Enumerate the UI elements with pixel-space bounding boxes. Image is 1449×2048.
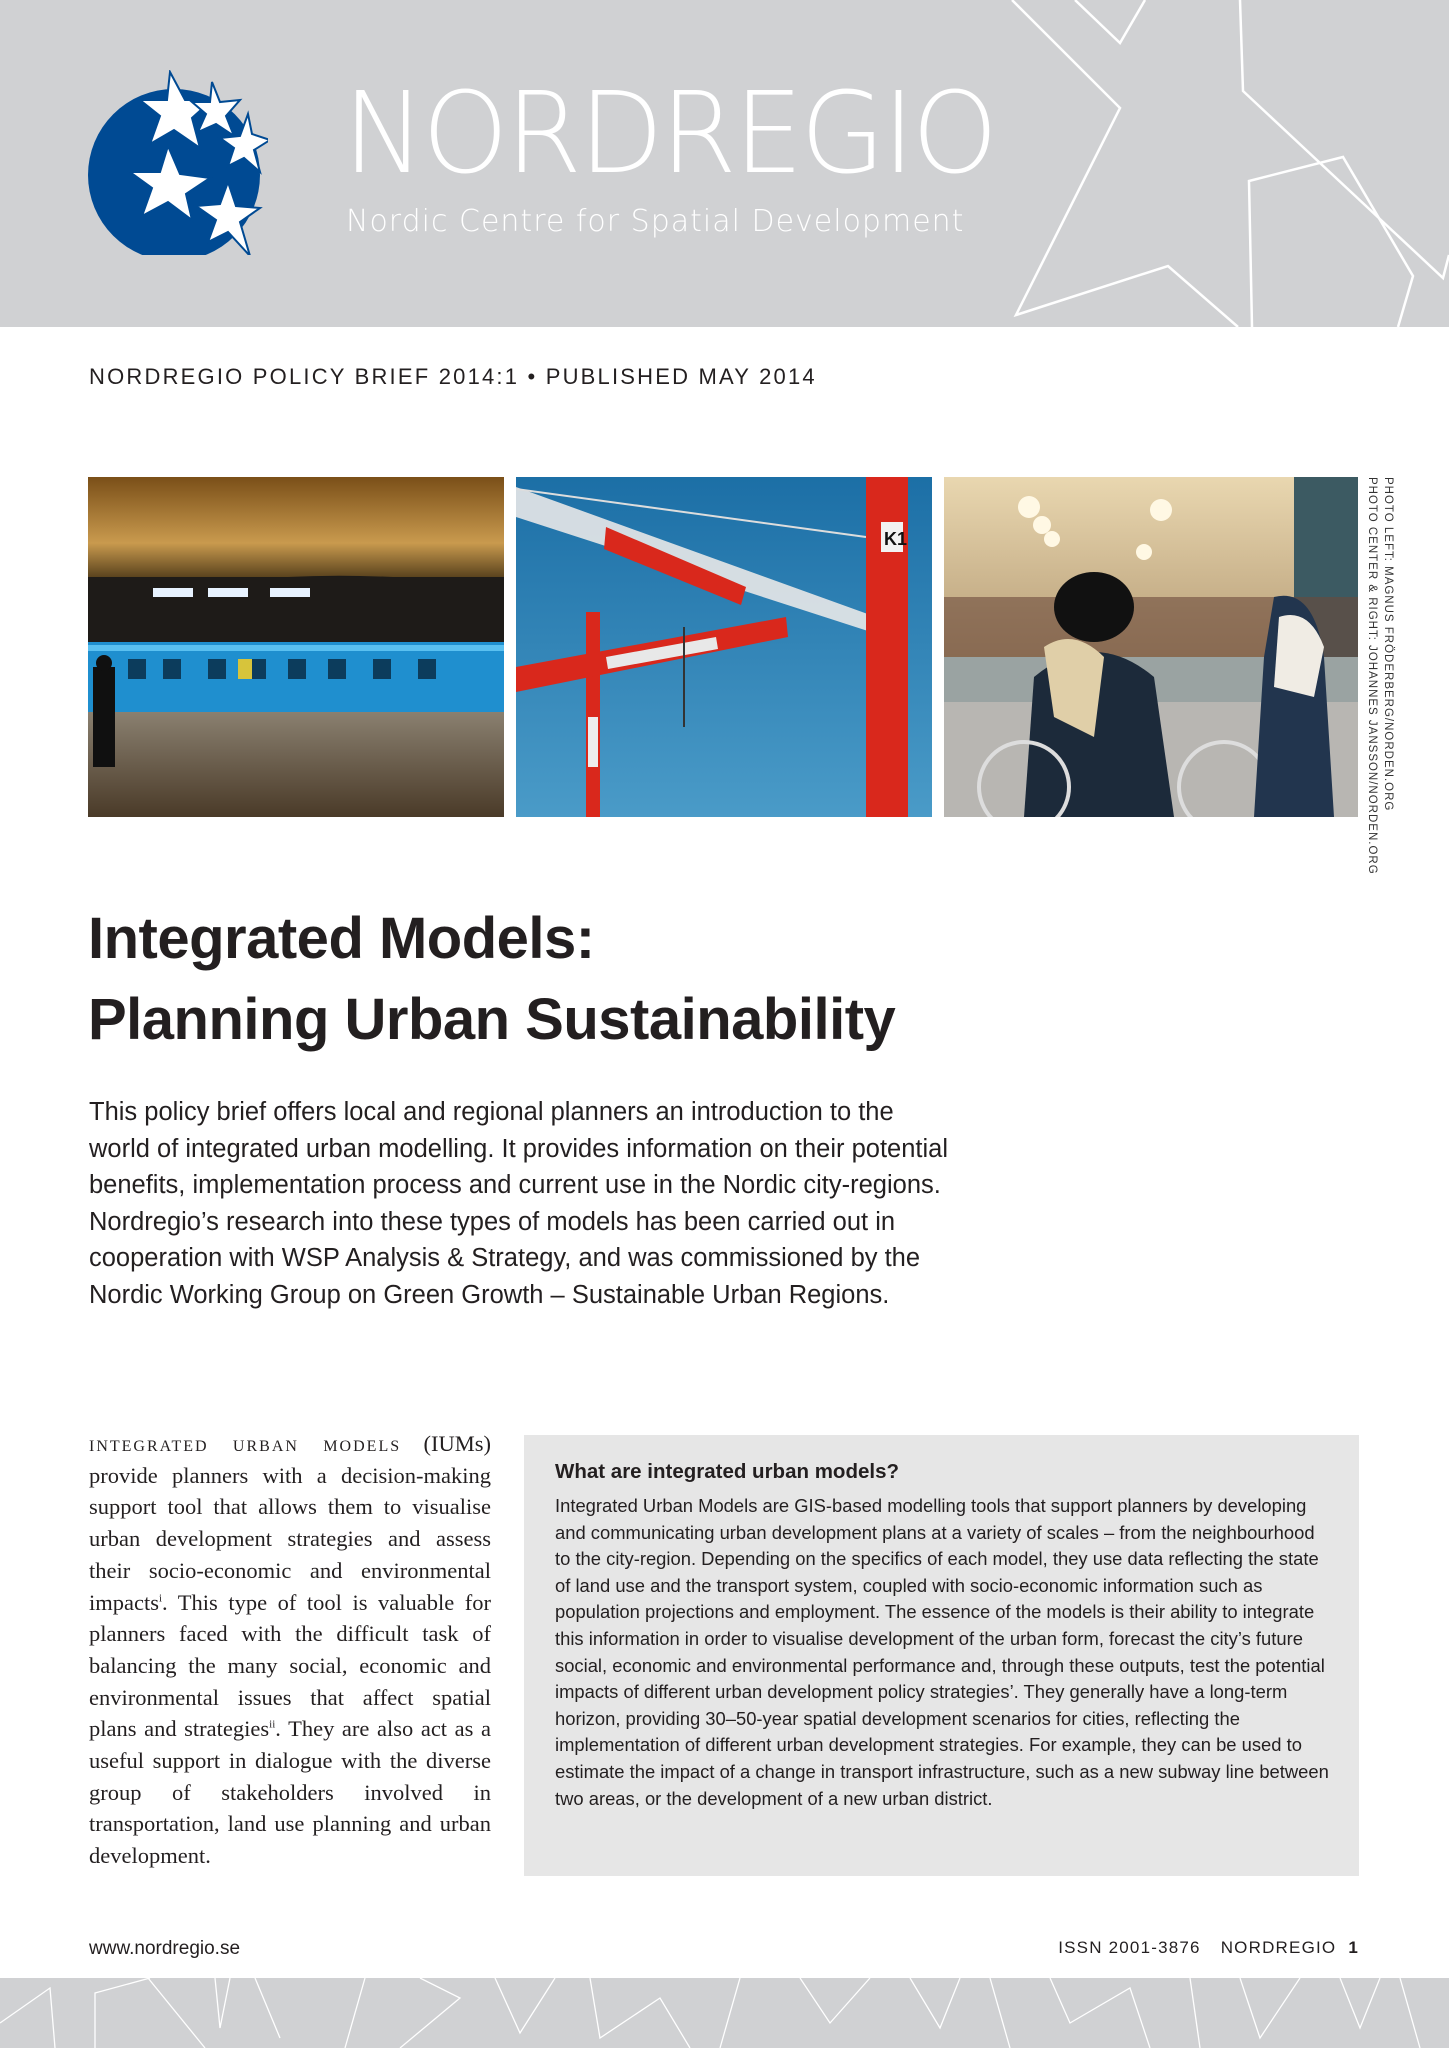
footer-website-link[interactable]: www.nordregio.se [89,1938,241,1959]
brand-tagline: Nordic Centre for Spatial Development [346,204,965,239]
photo-strip [88,477,1358,817]
footer-publication-info [1058,1938,1359,1958]
footer-issn: ISSN 2001-3876 [1058,1938,1201,1957]
policy-brief-series-line: NORDREGIO POLICY BRIEF 2014:1 • PUBLISHED MAY 2014 [89,364,817,389]
body-paragraph [89,1428,491,1872]
title-line-2: Planning Urban Sustainability [88,987,896,1052]
nordregio-logo-icon [88,70,268,255]
header-banner [0,0,1449,327]
svg-text:K1: K1 [884,529,908,549]
photo-credit-center-right: PHOTO CENTER & RIGHT: JOHANNES JANSSON/NORDEN.ORG [1366,477,1378,875]
body-text-part-2: . This type of tool is valuable for planners faced with the difficult task of balancing the many social, economic and environmental issues that affect spatial plans and strategies [89,1589,491,1742]
photo-credits [1364,477,1404,875]
photo-credit-left: PHOTO LEFT: MAGNUS FRÖDERBERG/NORDEN.ORG [1382,477,1394,812]
construction-cranes-photo [516,477,932,817]
lead-paragraph: This policy brief offers local and regional planners an introduction to the world of integrated urban modelling. It provides information on their potential benefits, implementation process and current use in the Nordic city-regions. Nordregio’s research into these types of models has been carried out in cooperation with WSP Analysis & Strategy, and was commissioned by the Nordic Working Group on Green Growth – Sustainable Urban Regions. [89,1098,948,1309]
street-cyclist-photo [944,477,1358,817]
footer-org-name: NORDREGIO [1220,1938,1337,1957]
footnote-ref-ii[interactable]: ii [269,1718,276,1731]
sidebox-text: Integrated Urban Models are GIS-based modelling tools that support planners by developing and communicating urban development plans at a variety of scales – from the neighbourhood to the city-region. Depending on the specifics of each model, they use data reflecting the state of land use and the transport system, coupled with socio-economic information such as population projections and employment. The essence of the models is their ability to integrate this information in order to visualise development of the urban form, forecast the city’s future social, economic and environmental performance and, through these outputs, test the potential impacts of different urban development policy strategies’. They generally have a long-term horizon, providing 30–50-year spatial development scenarios for cities, reflecting the implementation of different urban development strategies. For example, they can be used to estimate the impact of a change in transport infrastructure, such as a new subway line between two areas, or the development of a new urban district. [555,1495,1329,1809]
lead-in-smallcaps: integrated urban models [89,1431,402,1456]
body-text-part-3: . They are also act as a useful support in dialogue with the diverse group of stakeholders involved in transportation, land use planning and urban development. [89,1716,491,1869]
info-sidebox [524,1435,1359,1876]
page-title [88,898,895,1060]
body-text-part-1: (IUMs) provide planners with a decision-making support tool that allows them to visualise urban development strategies and assess their socio-economic and environmental impacts [89,1431,491,1615]
footer-band [0,1978,1449,2048]
subway-station-photo [88,477,504,817]
brand-name: NORDREGIO [343,69,996,199]
decorative-star-pattern-icon [0,1978,1449,2048]
sidebox-title: What are integrated urban models? [555,1460,899,1483]
footnote-ref-i[interactable]: i [158,1592,163,1605]
page-number: 1 [1348,1938,1359,1957]
title-line-1: Integrated Models: [88,906,595,971]
